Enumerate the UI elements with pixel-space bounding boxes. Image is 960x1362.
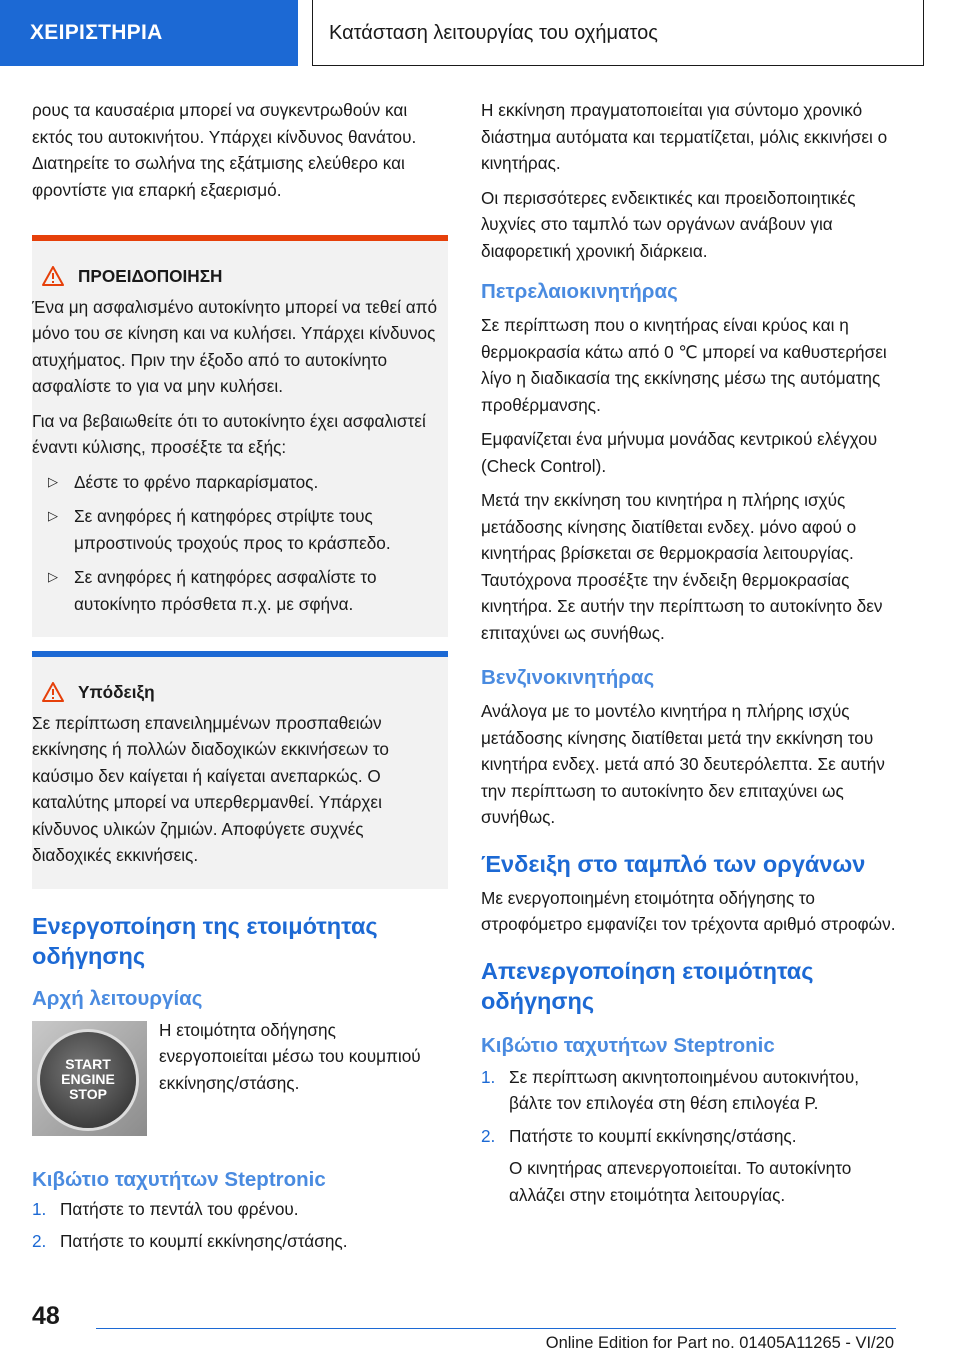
warning-box xyxy=(32,235,448,637)
intro-paragraph: ρους τα καυσαέρια μπορεί να συγκεντρωθούν και εκτός του αυτοκινήτου. Υπάρχει κίνδυνος θανάτου. Διατηρείτε το σωλήνα της εξάτμισης ελεύθερο και φροντίστε για επαρκή εξαερισμό. xyxy=(32,100,417,200)
paragraph: Ο κινητήρας απενεργοποιείται. Το αυτοκίνητο αλλάζει στην ετοιμότητα λειτουργίας. xyxy=(509,1158,852,1205)
warning-title-row xyxy=(32,263,448,290)
list-item: 1. Πατήστε το πεντάλ του φρένου. xyxy=(32,1198,299,1219)
bullet-marker-icon: ▷ xyxy=(48,569,58,584)
section-heading: Απενεργοποίηση ετοιμότητας οδήγησης xyxy=(481,957,814,1014)
start-engine-stop-button: START ENGINE STOP xyxy=(40,1032,136,1128)
principle-row xyxy=(32,1021,448,1136)
chapter-title: Κατάσταση λειτουργίας του οχήματος xyxy=(312,0,924,66)
notice-box xyxy=(32,651,448,889)
list-item: ▷ Δέστε το φρένο παρκαρίσματος. xyxy=(32,469,448,496)
edition-footer: Online Edition for Part no. 01405A11265 - VI/20 xyxy=(545,1334,894,1352)
list-item: 2. Πατήστε το κουμπί εκκίνησης/στάσης. xyxy=(32,1231,348,1251)
paragraph: Οι περισσότερες ενδεικτικές και προειδοποιητικές λυχνίες στο ταμπλό των οργάνων ανάβουν για διαφορετική χρονική διάρκεια. xyxy=(481,187,856,261)
page-number: 48 xyxy=(32,1302,60,1330)
warning-text-2: Για να βεβαιωθείτε ότι το αυτοκίνητο έχει ασφαλιστεί έναντι κύλισης, προσέξτε τα εξής: xyxy=(32,410,426,457)
page-header xyxy=(0,0,960,66)
bullet-marker-icon: ▷ xyxy=(48,508,58,523)
subsection-heading: Αρχή λειτουργίας xyxy=(32,986,203,1010)
paragraph: Εμφανίζεται ένα μήνυμα μονάδας κεντρικού ελέγχου (Check Control). xyxy=(481,429,878,476)
footer-divider xyxy=(96,1328,896,1329)
subsection-heading: Κιβώτιο ταχυτήτων Steptronic xyxy=(32,1167,326,1191)
subsection-heading: Βενζινοκινητήρας xyxy=(481,666,655,689)
bullet-marker-icon: ▷ xyxy=(48,473,58,489)
paragraph: Μετά την εκκίνηση του κινητήρα η πλήρης ισχύς μετάδοσης κίνησης διατίθεται ενδεχ. μόνο αφού ο κινητήρας βρίσκεται σε θερμοκρασία λειτουργίας. Ταυτόχρονα προσέξτε την ένδειξη θερμοκρασίας κινητήρα. Σε αυτήν την περίπτωση το αυτοκίνητο δεν επιταχύνει ως συνήθως. xyxy=(481,490,883,643)
section-heading: Ενεργοποίηση της ετοιμότητας οδήγησης xyxy=(32,912,378,969)
notice-triangle-icon xyxy=(42,682,64,702)
list-item: ▷ Σε ανηφόρες ή κατηφόρες ασφαλίστε το αυτοκίνητο πρόσθετα π.χ. με σφήνα. xyxy=(32,564,448,617)
paragraph: Με ενεργοποιημένη ετοιμότητα οδήγησης το στροφόμετρο εμφανίζει τον τρέχοντα αριθμό στροφών. xyxy=(481,887,896,934)
left-column xyxy=(32,97,448,1261)
notice-text: Σε περίπτωση επανειλημμένων προσπαθειών εκκίνησης ή πολλών διαδοχικών εκκινήσεων το καύσιμο δεν καίγεται ή καίγεται ανεπαρκώς. Ο καταλύτης μπορεί να υπερθερμανθεί. Υπάρχει κίνδυνος υλικών ζημιών. Αποφύγετε συχνές διαδοχικές εκκινήσεις. xyxy=(32,712,389,865)
principle-text: Η ετοιμότητα οδήγησης ενεργοποιείται μέσω του κουμπιού εκκίνησης/στάσης. xyxy=(159,1019,421,1093)
list-item: 1. Σε περίπτωση ακινητοποιημένου αυτοκινήτου, βάλτε τον επιλογέα στη θέση επιλογέα P. xyxy=(481,1066,860,1113)
warning-triangle-icon xyxy=(42,266,64,286)
paragraph: Ανάλογα με το μοντέλο κινητήρα η πλήρης ισχύς μετάδοσης κίνησης διατίθεται μετά την εκκίνηση του κινητήρα ενδεχ. μετά από 30 δευτερόλεπτα. Σε αυτήν την περίπτωση το αυτοκίνητο δεν επιταχύνει ως συνήθως. xyxy=(481,701,885,827)
right-column xyxy=(481,97,897,1216)
notice-title-row xyxy=(32,679,448,706)
paragraph: Σε περίπτωση που ο κινητήρας είναι κρύος και η θερμοκρασία κάτω από 0 ℃ μπορεί να καθυστερήσει λίγο η διαδικασία της εκκίνησης μέσω της αυτόματης προθέρμανσης. xyxy=(481,315,887,415)
warning-title: ΠΡΟΕΙΔΟΠΟΙΗΣΗ xyxy=(78,266,223,286)
list-item: ▷ Σε ανηφόρες ή κατηφόρες στρίψτε τους μπροστινούς τροχούς προς το κράσπεδο. xyxy=(32,503,448,556)
subsection-heading: Κιβώτιο ταχυτήτων Steptronic xyxy=(481,1033,775,1057)
start-stop-button-image xyxy=(32,1021,147,1136)
paragraph: Η εκκίνηση πραγματοποιείται για σύντομο χρονικό διάστημα αυτόματα και τερματίζεται, μόλις εκκινήσει ο κινητήρας. xyxy=(481,100,888,173)
list-item: 2. Πατήστε το κουμπί εκκίνησης/στάσης. xyxy=(481,1125,797,1146)
warning-text: Ένα μη ασφαλισμένο αυτοκίνητο μπορεί να τεθεί από μόνο του σε κίνηση και να κυλήσει. Υπάρχει κίνδυνος ατυχήματος. Πριν την έξοδο από το αυτοκίνητο ασφαλίστε το για να μην κυλήσει. xyxy=(32,296,438,396)
section-tab: ΧΕΙΡΙΣΤΗΡΙΑ xyxy=(0,0,298,66)
section-heading: Ένδειξη στο ταμπλό των οργάνων xyxy=(481,850,866,877)
subsection-heading: Πετρελαιοκινητήρας xyxy=(481,280,678,303)
notice-title: Υπόδειξη xyxy=(78,682,155,702)
